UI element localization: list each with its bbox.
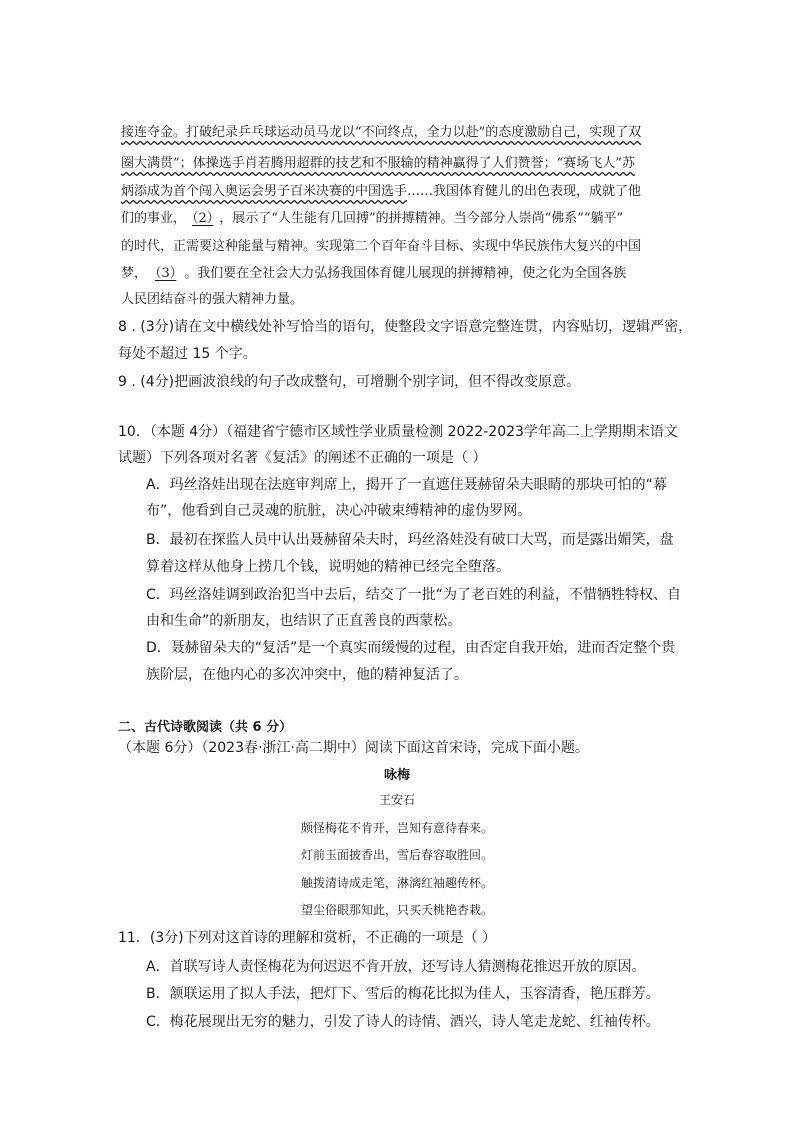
option-c: C．梅花展现出无穷的魅力，引发了诗人的诗情、酒兴，诗人笔走龙蛇、红袖传杯。	[146, 1014, 660, 1030]
question-8-stem: 8 . (3分)请在文中横线处补写恰当的语句，使整段文字语意完整连贯，内容贴切，逻辑严密，	[118, 319, 693, 335]
poem-line: 望尘俗眼那知此，只买夭桃艳杏栽。	[300, 903, 493, 917]
passage-line-7	[121, 288, 303, 307]
option-a-cont: 布”，他看到自己灵魂的肮脏，决心冲破束缚精神的虚伪罗网。	[146, 503, 532, 519]
poem-line: 触拨清诗成走笔，淋漓红袖趣传杯。	[300, 876, 493, 890]
option-b: B．最初在探监人员中认出聂赫留朵夫时，玛丝洛娃没有破口大骂，而是露出媚笑，盘	[146, 532, 674, 548]
option-d-cont: 族阶层，在他内心的多次冲突中，他的精神复活了。	[146, 667, 468, 683]
option-d: D．聂赫留朵夫的“复活”是一个真实而缓慢的过程，由否定自我开始，进而否定整个贵	[146, 640, 676, 656]
passage-line-5	[121, 235, 641, 254]
passage-text: 的时代，正需要这种能量与精神。实现第二个百年奋斗目标、实现中华民族伟大复兴的中国	[121, 239, 642, 254]
option-a: A．玛丝洛娃出现在法庭审判席上，揭开了一直遮住聂赫留朵夫眼睛的那块可怕的“幕	[146, 477, 667, 493]
section-heading: 二、古代诗歌阅读（共 6 分）	[118, 720, 293, 735]
option-b-cont: 算着这样从他身上捞几个钱，说明她的精神已经完全堕落。	[146, 559, 510, 575]
poem-title: 咏梅	[383, 768, 410, 783]
option-a: A．首联写诗人责怪梅花为何迟迟不肯开放，还写诗人猜测梅花推迟开放的原因。	[146, 959, 646, 975]
question-11-stem: 11．(3分)下列对这首诗的理解和赏析，不正确的一项是（ ）	[118, 930, 497, 946]
answer-blank-2: （2）	[192, 211, 214, 226]
poem-line: 颇怪梅花不肯开，岂知有意待春来。	[300, 821, 493, 835]
section-intro: （本题 6分）（2023春·浙江·高二期中）阅读下面这首宋诗，完成下面小题。	[118, 740, 589, 756]
wavy-sentence: 圈大满贯”；体操选手肖若腾用超群的技艺和不服输的精神赢得了人们赞誉；“赛场飞人”苏	[121, 156, 635, 171]
passage-line-6	[121, 262, 626, 281]
option-c-cont: 由和生命”的新朋友，也结识了正直善良的西蒙松。	[146, 613, 462, 629]
question-9-stem: 9 . (4分)把画波浪线的句子改成整句，可增删个别字词，但不得改变原意。	[118, 374, 581, 390]
answer-blank-3: （3）	[155, 266, 177, 281]
question-10-stem-cont: 试题）下列各项对名著《复活》的阐述不正确的一项是（ ）	[118, 450, 487, 466]
passage-text: 们的事业，	[121, 211, 187, 226]
option-c: C．玛丝洛娃调到政治犯当中去后，结交了一批“为了老百姓的利益，不惜牺牲特权、自	[146, 587, 682, 603]
passage-line-3	[121, 180, 641, 199]
wavy-sentence: 炳添成为首个闯入奥运会男子百米决赛的中国选手	[121, 184, 408, 199]
option-b: B．颔联运用了拟人手法，把灯下、雪后的梅花比拟为佳人，玉容清香，艳压群芳。	[146, 986, 660, 1002]
poem-line: 灯前玉面披香出，雪后春容取胜回。	[300, 848, 493, 862]
passage-text: 。我们要在全社会大力弘扬我国体育健儿展现的拼搏精神，使之化为全国各族	[184, 266, 627, 281]
passage-line-1	[121, 121, 641, 140]
passage-line-2	[121, 152, 635, 171]
passage-text: ，展示了“人生能有几回搏”的拼搏精神。当今部分人崇尚“佛系”“躺平”	[219, 211, 624, 226]
passage-line-4	[121, 207, 623, 226]
poem-author: 王安石	[378, 793, 415, 807]
wavy-sentence: 接连夺金。打破纪录乒乓球运动员马龙以“不问终点，全力以赴”的态度激励自己，实现了双	[121, 125, 642, 140]
question-10-stem: 10．（本题 4分）（福建省宁德市区域性学业质量检测 2022-2023学年高二上学期期末语文	[118, 424, 678, 440]
passage-text: ……我国体育健儿的出色表现，成就了他	[407, 184, 642, 199]
passage-text: 人民团结奋斗的强大精神力量。	[121, 292, 304, 307]
question-8-stem-cont: 每处不超过 15 个字。	[118, 346, 257, 362]
passage-text: 梦，	[121, 266, 148, 281]
